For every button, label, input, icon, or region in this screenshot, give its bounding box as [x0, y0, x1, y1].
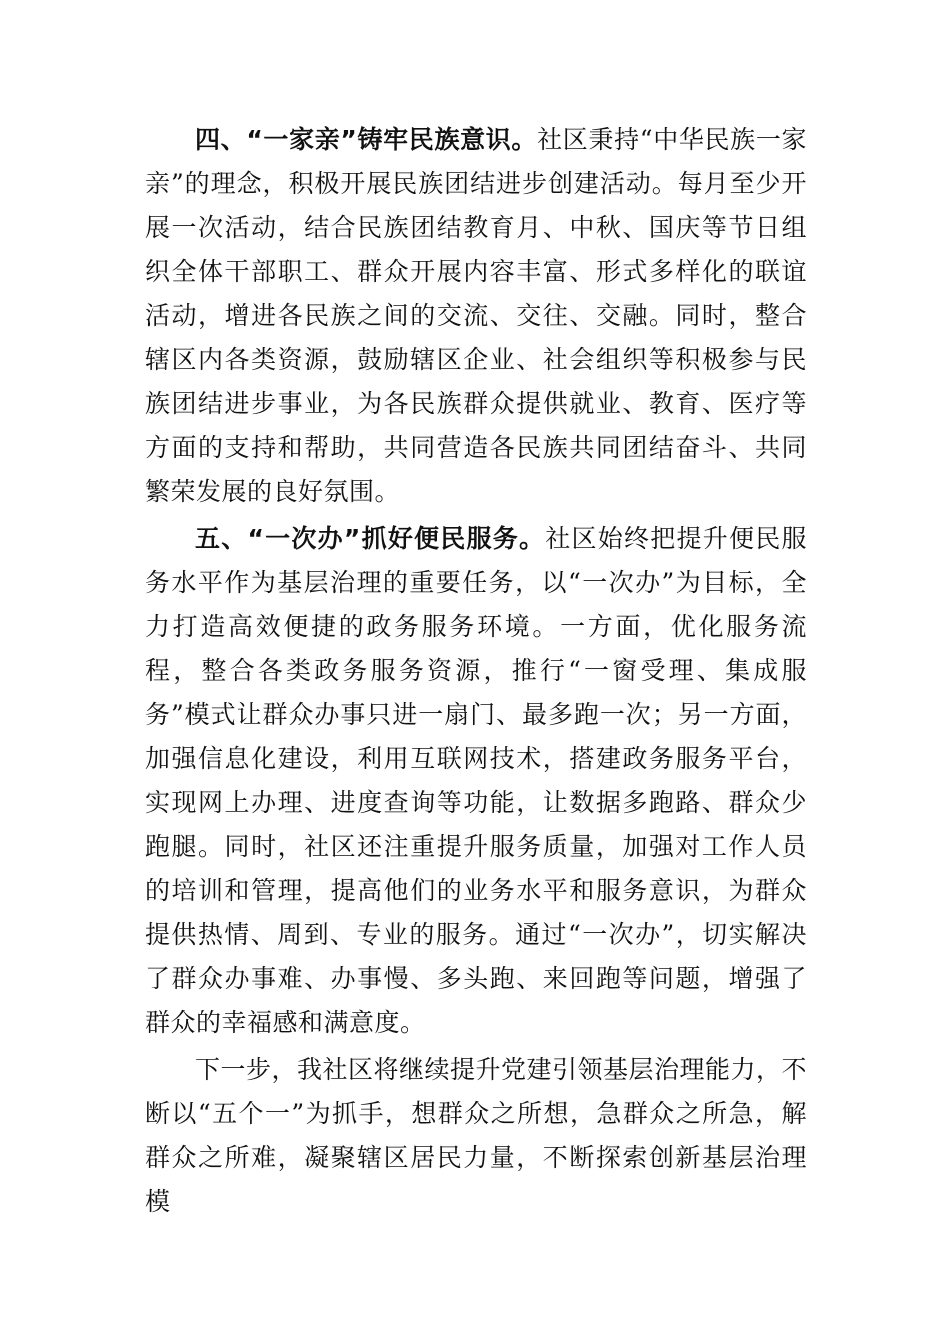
document-body [145, 118, 807, 1227]
paragraph-text: 社区秉持“中华民族一家亲”的理念，积极开展民族团结进步创建活动。每月至少开展一次活动，结合民族团结教育月、中秋、国庆等节日组织全体干部职工、群众开展内容丰富、形式多样化的联谊活动，增进各民族之间的交流、交往、交融。同时，整合辖区内各类资源，鼓励辖区企业、社会组织等积极参与民族团结进步事业，为各民族群众提供就业、教育、医疗等方面的支持和帮助，共同营造各民族共同团结奋斗、共同繁荣发展的良好氛围。 [145, 125, 807, 506]
paragraph-heading: 四、“一家亲”铸牢民族意识。 [195, 125, 538, 154]
paragraph-text: 社区始终把提升便民服务水平作为基层治理的重要任务，以“一次办”为目标，全力打造高效便捷的政务服务环境。一方面，优化服务流程，整合各类政务服务资源，推行“一窗受理、集成服务”模式让群众办事只进一扇门、最多跑一次；另一方面，加强信息化建设，利用互联网技术，搭建政务服务平台，实现网上办理、进度查询等功能，让数据多跑路、群众少跑腿。同时，社区还注重提升服务质量，加强对工作人员的培训和管理，提高他们的业务水平和服务意识，为群众提供热情、周到、专业的服务。通过“一次办”，切实解决了群众办事难、办事慢、多头跑、来回跑等问题，增强了群众的幸福感和满意度。 [145, 524, 807, 1037]
paragraph-convenience-service [145, 517, 807, 1045]
paragraph-ethnic-unity [145, 118, 807, 514]
paragraph-next-steps [145, 1048, 807, 1224]
paragraph-heading: 五、“一次办”抓好便民服务。 [195, 524, 546, 553]
paragraph-text: 下一步，我社区将继续提升党建引领基层治理能力，不断以“五个一”为抓手，想群众之所想，急群众之所急，解群众之所难，凝聚辖区居民力量，不断探索创新基层治理模 [145, 1055, 808, 1216]
